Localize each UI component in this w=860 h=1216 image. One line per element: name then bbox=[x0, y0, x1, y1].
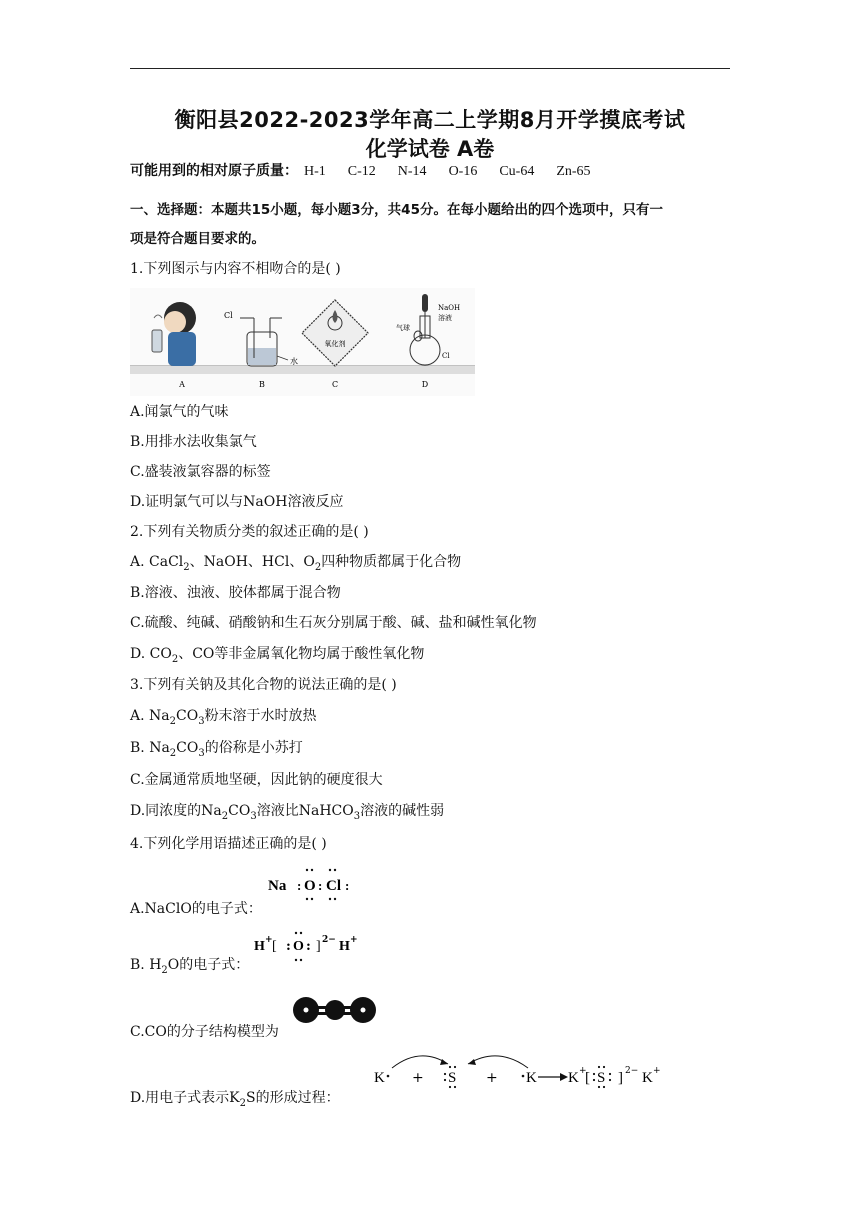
q4-option-c: C.CO的分子结构模型为 bbox=[130, 1024, 279, 1040]
svg-text:]: ] bbox=[618, 1070, 623, 1086]
symbol-h: H bbox=[339, 939, 350, 954]
q2-option-c: C.硫酸、纯碱、硝酸钠和生石灰分别属于酸、碱、盐和碱性氧化物 bbox=[130, 615, 537, 631]
q1-option-c: C.盛装液氯容器的标签 bbox=[130, 464, 271, 480]
text-part: 的俗称是小苏打 bbox=[204, 740, 303, 756]
section-heading-line1: 一、选择题：本题共15小题，每小题3分，共45分。在每小题给出的四个选项中，只有一 bbox=[130, 202, 663, 218]
text-part: 四种物质都属于化合物 bbox=[321, 554, 462, 570]
text-part: B. H bbox=[130, 957, 162, 973]
label-oxidizer: 氧化剂 bbox=[324, 340, 346, 348]
symbol-s: S bbox=[597, 1070, 606, 1086]
subscript: 2 bbox=[169, 747, 177, 759]
symbol-s: S bbox=[448, 1070, 457, 1086]
q4-stem: 4.下列化学用语描述正确的是( ) bbox=[130, 836, 327, 852]
text-part: S的形成过程： bbox=[246, 1090, 340, 1106]
mass-item: N-14 bbox=[397, 164, 427, 179]
label-naoh: NaOH bbox=[438, 304, 461, 312]
subscript: 2 bbox=[239, 1097, 247, 1109]
text-part: CO bbox=[176, 740, 199, 756]
symbol-h: H bbox=[254, 939, 265, 954]
text-part: 、CO等非金属氧化物均属于酸性氧化物 bbox=[178, 646, 425, 662]
text-part: 、NaOH、HCl、O bbox=[189, 554, 315, 570]
symbol-k: K bbox=[568, 1070, 579, 1086]
q4-option-d bbox=[130, 1089, 340, 1113]
q3-option-a bbox=[130, 707, 317, 731]
charge-label: 2− bbox=[625, 1066, 639, 1076]
svg-text::: : bbox=[318, 878, 323, 893]
q3-option-b bbox=[130, 739, 303, 763]
svg-text::: : bbox=[297, 878, 302, 893]
svg-text::: : bbox=[345, 878, 350, 893]
symbol-k: K bbox=[642, 1070, 653, 1086]
atomic-masses-label: 可能用到的相对原子质量： bbox=[130, 163, 298, 179]
subscript: 3 bbox=[250, 810, 257, 822]
page-subtitle: 化学试卷 A卷 bbox=[365, 137, 495, 161]
naclo-electron-formula bbox=[266, 866, 358, 904]
q1-option-b: B.用排水法收集氯气 bbox=[130, 434, 257, 450]
svg-text:+: + bbox=[350, 935, 358, 945]
q1-option-a: A.闻氯气的气味 bbox=[130, 404, 229, 420]
symbol-na: Na bbox=[268, 878, 287, 894]
label-solution: 溶液 bbox=[438, 314, 452, 322]
figure-label-d: D bbox=[421, 380, 429, 389]
svg-text:]: ] bbox=[316, 939, 321, 954]
co-ball-model bbox=[292, 996, 378, 1026]
q4-option-a: A.NaClO的电子式： bbox=[130, 901, 262, 917]
mass-item: O-16 bbox=[448, 164, 478, 179]
text-part: CO bbox=[175, 708, 199, 724]
k2s-formation-diagram bbox=[372, 1046, 672, 1096]
text-part: D.同浓度的Na bbox=[130, 803, 222, 819]
mass-item: C-12 bbox=[347, 164, 376, 179]
top-rule bbox=[130, 68, 730, 69]
subscript: 3 bbox=[198, 715, 205, 727]
plus-sign: + bbox=[412, 1070, 424, 1086]
page-title: 衡阳县2022-2023学年高二上学期8月开学摸底考试 bbox=[174, 108, 686, 132]
text-part: B. Na bbox=[130, 740, 170, 756]
text-part: CO bbox=[228, 803, 251, 819]
subscript: 3 bbox=[353, 810, 361, 822]
svg-text:+: + bbox=[653, 1066, 661, 1076]
h2o-electron-formula bbox=[252, 928, 364, 968]
section-heading-line2: 项是符合题目要求的。 bbox=[130, 231, 265, 247]
mass-item: H-1 bbox=[304, 164, 326, 179]
q2-stem: 2.下列有关物质分类的叙述正确的是( ) bbox=[130, 524, 369, 540]
figure-label-c: C bbox=[331, 380, 339, 389]
subscript: 2 bbox=[183, 561, 190, 573]
label-cl2: Cl bbox=[224, 311, 233, 320]
label-balloon: 气球 bbox=[396, 324, 410, 332]
q2-option-a bbox=[130, 553, 461, 577]
text-part: A. Na bbox=[130, 708, 170, 724]
mass-item: Cu-64 bbox=[499, 164, 535, 179]
symbol-o: O bbox=[293, 939, 304, 954]
svg-text::: : bbox=[286, 939, 291, 954]
q2-option-d bbox=[130, 645, 424, 669]
symbol-cl: Cl bbox=[326, 878, 341, 894]
plus-sign: + bbox=[486, 1070, 498, 1086]
symbol-o: O bbox=[304, 878, 316, 894]
symbol-k: K bbox=[374, 1070, 385, 1086]
subscript: 2 bbox=[314, 561, 322, 573]
q3-option-c: C.金属通常质地坚硬，因此钠的硬度很大 bbox=[130, 772, 383, 788]
subscript: 2 bbox=[161, 964, 168, 976]
q1-figure bbox=[130, 288, 475, 396]
text-part: O的电子式： bbox=[167, 957, 250, 973]
svg-text:[: [ bbox=[585, 1070, 590, 1086]
svg-text::: : bbox=[306, 939, 311, 954]
figure-label-b: B bbox=[259, 380, 265, 389]
subscript: 2 bbox=[169, 715, 176, 727]
svg-text:+: + bbox=[265, 935, 273, 945]
q1-stem: 1.下列图示与内容不相吻合的是( ) bbox=[130, 261, 341, 277]
subscript: 3 bbox=[198, 747, 205, 759]
symbol-k: K bbox=[526, 1070, 537, 1086]
text-part: 粉末溶于水时放热 bbox=[204, 708, 317, 724]
label-water: 水 bbox=[290, 357, 298, 366]
q4-option-b bbox=[130, 956, 249, 980]
svg-text:+: + bbox=[579, 1066, 587, 1076]
label-cl2-d: Cl bbox=[442, 352, 450, 360]
q3-option-d bbox=[130, 802, 444, 826]
q2-option-b: B.溶液、浊液、胶体都属于混合物 bbox=[130, 585, 341, 601]
atomic-masses bbox=[130, 162, 613, 181]
q1-option-d: D.证明氯气可以与NaOH溶液反应 bbox=[130, 494, 344, 510]
charge-label: 2− bbox=[322, 935, 336, 945]
mass-item: Zn-65 bbox=[556, 164, 591, 179]
text-part: D.用电子式表示K bbox=[130, 1090, 240, 1106]
subscript: 2 bbox=[171, 653, 179, 665]
subscript: 2 bbox=[221, 810, 229, 822]
svg-text:[: [ bbox=[272, 939, 277, 954]
text-part: 溶液的碱性弱 bbox=[360, 803, 445, 819]
text-part: D. CO bbox=[130, 646, 172, 662]
q3-stem: 3.下列有关钠及其化合物的说法正确的是( ) bbox=[130, 677, 397, 693]
text-part: 溶液比NaHCO bbox=[256, 803, 354, 819]
figure-label-a: A bbox=[179, 380, 185, 389]
text-part: A. CaCl bbox=[130, 554, 184, 570]
